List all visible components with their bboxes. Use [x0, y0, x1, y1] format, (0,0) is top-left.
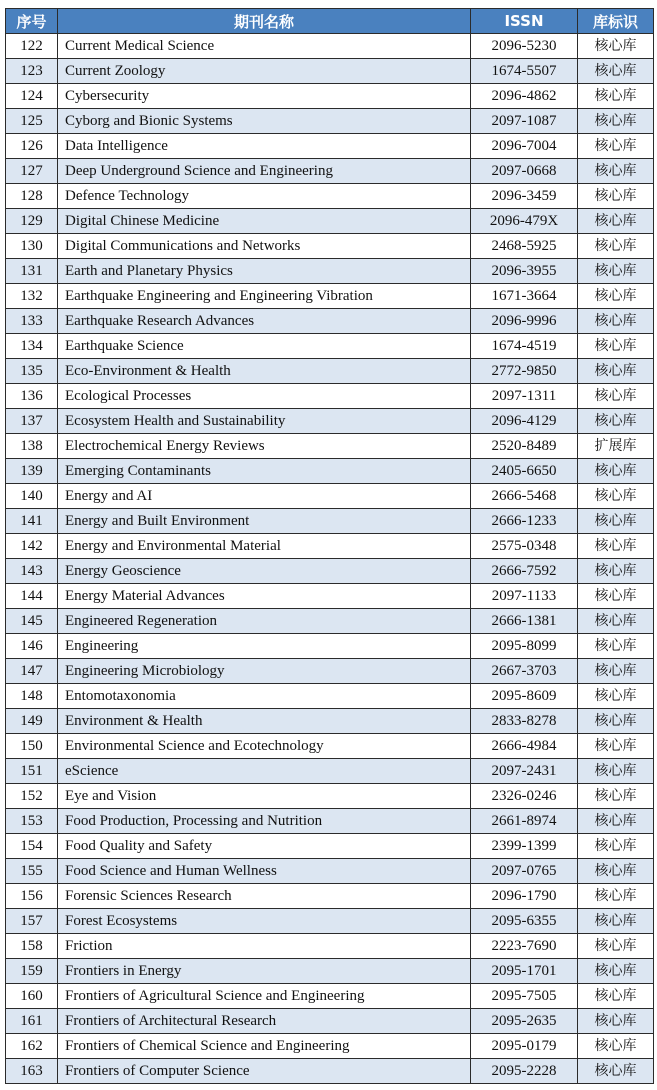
cell-library: 核心库 [578, 834, 654, 859]
table-row [6, 384, 654, 409]
table-row [6, 834, 654, 859]
cell-no: 147 [6, 659, 58, 684]
cell-journal-name: Digital Chinese Medicine [58, 209, 471, 234]
cell-issn: 2097-1311 [471, 384, 578, 409]
cell-issn: 2666-4984 [471, 734, 578, 759]
table-row [6, 559, 654, 584]
cell-library: 核心库 [578, 59, 654, 84]
cell-no: 140 [6, 484, 58, 509]
table-row [6, 509, 654, 534]
table-row [6, 534, 654, 559]
cell-library: 核心库 [578, 159, 654, 184]
cell-no: 144 [6, 584, 58, 609]
cell-library: 核心库 [578, 959, 654, 984]
table-row [6, 884, 654, 909]
cell-journal-name: Entomotaxonomia [58, 684, 471, 709]
cell-no: 142 [6, 534, 58, 559]
cell-no: 122 [6, 34, 58, 59]
table-row [6, 184, 654, 209]
cell-no: 124 [6, 84, 58, 109]
cell-library: 核心库 [578, 1059, 654, 1084]
table-row [6, 959, 654, 984]
cell-library: 核心库 [578, 509, 654, 534]
cell-issn: 2772-9850 [471, 359, 578, 384]
cell-journal-name: Environmental Science and Ecotechnology [58, 734, 471, 759]
cell-library: 核心库 [578, 1009, 654, 1034]
cell-issn: 2096-479X [471, 209, 578, 234]
table-row [6, 734, 654, 759]
cell-library: 核心库 [578, 609, 654, 634]
cell-journal-name: Engineered Regeneration [58, 609, 471, 634]
cell-no: 138 [6, 434, 58, 459]
table-row [6, 1059, 654, 1084]
table-row [6, 134, 654, 159]
table-row [6, 659, 654, 684]
table-header-row [6, 9, 654, 34]
cell-issn: 2097-1087 [471, 109, 578, 134]
cell-journal-name: Eco-Environment & Health [58, 359, 471, 384]
cell-library: 核心库 [578, 709, 654, 734]
cell-no: 146 [6, 634, 58, 659]
cell-journal-name: Defence Technology [58, 184, 471, 209]
cell-journal-name: Environment & Health [58, 709, 471, 734]
cell-library: 核心库 [578, 809, 654, 834]
cell-journal-name: Current Zoology [58, 59, 471, 84]
cell-library: 核心库 [578, 259, 654, 284]
cell-no: 163 [6, 1059, 58, 1084]
cell-library: 核心库 [578, 634, 654, 659]
cell-issn: 2096-9996 [471, 309, 578, 334]
cell-journal-name: Frontiers of Chemical Science and Engineering [58, 1034, 471, 1059]
cell-no: 136 [6, 384, 58, 409]
table-row [6, 234, 654, 259]
table-row [6, 334, 654, 359]
table-row [6, 159, 654, 184]
cell-issn: 2095-0179 [471, 1034, 578, 1059]
cell-journal-name: Energy and Built Environment [58, 509, 471, 534]
cell-issn: 2666-7592 [471, 559, 578, 584]
cell-library: 核心库 [578, 209, 654, 234]
cell-journal-name: Earth and Planetary Physics [58, 259, 471, 284]
cell-journal-name: Energy and AI [58, 484, 471, 509]
cell-journal-name: Engineering Microbiology [58, 659, 471, 684]
table-row [6, 684, 654, 709]
cell-no: 141 [6, 509, 58, 534]
cell-journal-name: Eye and Vision [58, 784, 471, 809]
cell-issn: 2096-7004 [471, 134, 578, 159]
cell-no: 135 [6, 359, 58, 384]
cell-no: 161 [6, 1009, 58, 1034]
cell-issn: 2666-5468 [471, 484, 578, 509]
header-issn: ISSN [471, 9, 578, 34]
cell-no: 133 [6, 309, 58, 334]
cell-journal-name: Energy and Environmental Material [58, 534, 471, 559]
cell-library: 核心库 [578, 359, 654, 384]
cell-issn: 2095-1701 [471, 959, 578, 984]
table-row [6, 109, 654, 134]
table-row [6, 809, 654, 834]
cell-no: 148 [6, 684, 58, 709]
cell-issn: 2405-6650 [471, 459, 578, 484]
table-row [6, 584, 654, 609]
cell-no: 131 [6, 259, 58, 284]
cell-library: 核心库 [578, 684, 654, 709]
cell-journal-name: Current Medical Science [58, 34, 471, 59]
cell-journal-name: Food Quality and Safety [58, 834, 471, 859]
cell-no: 158 [6, 934, 58, 959]
cell-issn: 2095-2228 [471, 1059, 578, 1084]
cell-journal-name: Food Science and Human Wellness [58, 859, 471, 884]
table-row [6, 759, 654, 784]
table-row [6, 634, 654, 659]
table-row [6, 259, 654, 284]
cell-journal-name: Cyborg and Bionic Systems [58, 109, 471, 134]
cell-library: 核心库 [578, 84, 654, 109]
cell-issn: 2096-4129 [471, 409, 578, 434]
cell-journal-name: Earthquake Research Advances [58, 309, 471, 334]
cell-library: 核心库 [578, 34, 654, 59]
cell-no: 132 [6, 284, 58, 309]
cell-issn: 2661-8974 [471, 809, 578, 834]
cell-journal-name: Food Production, Processing and Nutrition [58, 809, 471, 834]
cell-journal-name: Ecological Processes [58, 384, 471, 409]
cell-journal-name: Frontiers of Agricultural Science and Engineering [58, 984, 471, 1009]
cell-library: 核心库 [578, 909, 654, 934]
cell-library: 核心库 [578, 1034, 654, 1059]
cell-issn: 2097-1133 [471, 584, 578, 609]
cell-issn: 2095-6355 [471, 909, 578, 934]
table-row [6, 459, 654, 484]
journal-table [5, 8, 654, 1084]
cell-library: 核心库 [578, 584, 654, 609]
cell-journal-name: Forest Ecosystems [58, 909, 471, 934]
cell-no: 155 [6, 859, 58, 884]
cell-no: 149 [6, 709, 58, 734]
cell-no: 150 [6, 734, 58, 759]
cell-issn: 2399-1399 [471, 834, 578, 859]
cell-library: 核心库 [578, 459, 654, 484]
cell-journal-name: eScience [58, 759, 471, 784]
cell-journal-name: Ecosystem Health and Sustainability [58, 409, 471, 434]
cell-no: 125 [6, 109, 58, 134]
table-row [6, 434, 654, 459]
cell-no: 156 [6, 884, 58, 909]
table-row [6, 209, 654, 234]
cell-no: 154 [6, 834, 58, 859]
cell-journal-name: Energy Geoscience [58, 559, 471, 584]
table-row [6, 409, 654, 434]
cell-issn: 2326-0246 [471, 784, 578, 809]
cell-no: 130 [6, 234, 58, 259]
cell-journal-name: Forensic Sciences Research [58, 884, 471, 909]
cell-issn: 2095-8609 [471, 684, 578, 709]
cell-issn: 2096-3459 [471, 184, 578, 209]
cell-library: 核心库 [578, 109, 654, 134]
cell-issn: 2095-2635 [471, 1009, 578, 1034]
cell-no: 123 [6, 59, 58, 84]
table-row [6, 934, 654, 959]
cell-no: 137 [6, 409, 58, 434]
cell-journal-name: Electrochemical Energy Reviews [58, 434, 471, 459]
cell-library: 核心库 [578, 134, 654, 159]
cell-issn: 1671-3664 [471, 284, 578, 309]
table-row [6, 1034, 654, 1059]
cell-issn: 2097-0765 [471, 859, 578, 884]
table-row [6, 284, 654, 309]
table-row [6, 909, 654, 934]
cell-issn: 2095-7505 [471, 984, 578, 1009]
cell-issn: 2223-7690 [471, 934, 578, 959]
cell-no: 127 [6, 159, 58, 184]
cell-journal-name: Data Intelligence [58, 134, 471, 159]
cell-library: 核心库 [578, 559, 654, 584]
cell-journal-name: Engineering [58, 634, 471, 659]
cell-no: 134 [6, 334, 58, 359]
cell-journal-name: Friction [58, 934, 471, 959]
cell-issn: 2096-5230 [471, 34, 578, 59]
cell-issn: 2666-1233 [471, 509, 578, 534]
cell-library: 核心库 [578, 759, 654, 784]
cell-issn: 2666-1381 [471, 609, 578, 634]
cell-journal-name: Frontiers in Energy [58, 959, 471, 984]
table-row [6, 1009, 654, 1034]
cell-library: 核心库 [578, 334, 654, 359]
cell-library: 核心库 [578, 384, 654, 409]
cell-journal-name: Emerging Contaminants [58, 459, 471, 484]
table-row [6, 309, 654, 334]
cell-library: 核心库 [578, 884, 654, 909]
cell-journal-name: Frontiers of Computer Science [58, 1059, 471, 1084]
table-row [6, 34, 654, 59]
cell-issn: 2097-2431 [471, 759, 578, 784]
cell-journal-name: Frontiers of Architectural Research [58, 1009, 471, 1034]
cell-issn: 2096-4862 [471, 84, 578, 109]
cell-no: 162 [6, 1034, 58, 1059]
cell-no: 157 [6, 909, 58, 934]
cell-issn: 2520-8489 [471, 434, 578, 459]
cell-library: 核心库 [578, 984, 654, 1009]
cell-library: 核心库 [578, 534, 654, 559]
table-body [6, 34, 654, 1084]
cell-library: 核心库 [578, 934, 654, 959]
cell-library: 核心库 [578, 184, 654, 209]
cell-issn: 2096-1790 [471, 884, 578, 909]
cell-no: 159 [6, 959, 58, 984]
cell-journal-name: Cybersecurity [58, 84, 471, 109]
table-row [6, 359, 654, 384]
cell-library: 核心库 [578, 234, 654, 259]
cell-no: 160 [6, 984, 58, 1009]
cell-journal-name: Earthquake Science [58, 334, 471, 359]
cell-no: 126 [6, 134, 58, 159]
cell-journal-name: Energy Material Advances [58, 584, 471, 609]
cell-issn: 2575-0348 [471, 534, 578, 559]
cell-library: 核心库 [578, 734, 654, 759]
cell-library: 核心库 [578, 784, 654, 809]
cell-journal-name: Earthquake Engineering and Engineering Vibration [58, 284, 471, 309]
cell-journal-name: Digital Communications and Networks [58, 234, 471, 259]
cell-library: 核心库 [578, 409, 654, 434]
table-row [6, 859, 654, 884]
header-no: 序号 [6, 9, 58, 34]
cell-no: 129 [6, 209, 58, 234]
cell-issn: 1674-4519 [471, 334, 578, 359]
table-row [6, 984, 654, 1009]
cell-library: 核心库 [578, 659, 654, 684]
table-row [6, 709, 654, 734]
cell-library: 核心库 [578, 309, 654, 334]
cell-no: 143 [6, 559, 58, 584]
cell-issn: 2096-3955 [471, 259, 578, 284]
cell-library: 核心库 [578, 484, 654, 509]
table-row [6, 484, 654, 509]
cell-issn: 2097-0668 [471, 159, 578, 184]
cell-library: 扩展库 [578, 434, 654, 459]
cell-issn: 2667-3703 [471, 659, 578, 684]
cell-no: 145 [6, 609, 58, 634]
cell-no: 139 [6, 459, 58, 484]
header-library: 库标识 [578, 9, 654, 34]
table-row [6, 784, 654, 809]
cell-no: 128 [6, 184, 58, 209]
table-row [6, 609, 654, 634]
cell-no: 152 [6, 784, 58, 809]
table-row [6, 84, 654, 109]
cell-issn: 2095-8099 [471, 634, 578, 659]
cell-no: 151 [6, 759, 58, 784]
header-journal-name: 期刊名称 [58, 9, 471, 34]
table-row [6, 59, 654, 84]
cell-library: 核心库 [578, 859, 654, 884]
cell-issn: 2833-8278 [471, 709, 578, 734]
cell-issn: 1674-5507 [471, 59, 578, 84]
cell-issn: 2468-5925 [471, 234, 578, 259]
cell-journal-name: Deep Underground Science and Engineering [58, 159, 471, 184]
cell-no: 153 [6, 809, 58, 834]
cell-library: 核心库 [578, 284, 654, 309]
